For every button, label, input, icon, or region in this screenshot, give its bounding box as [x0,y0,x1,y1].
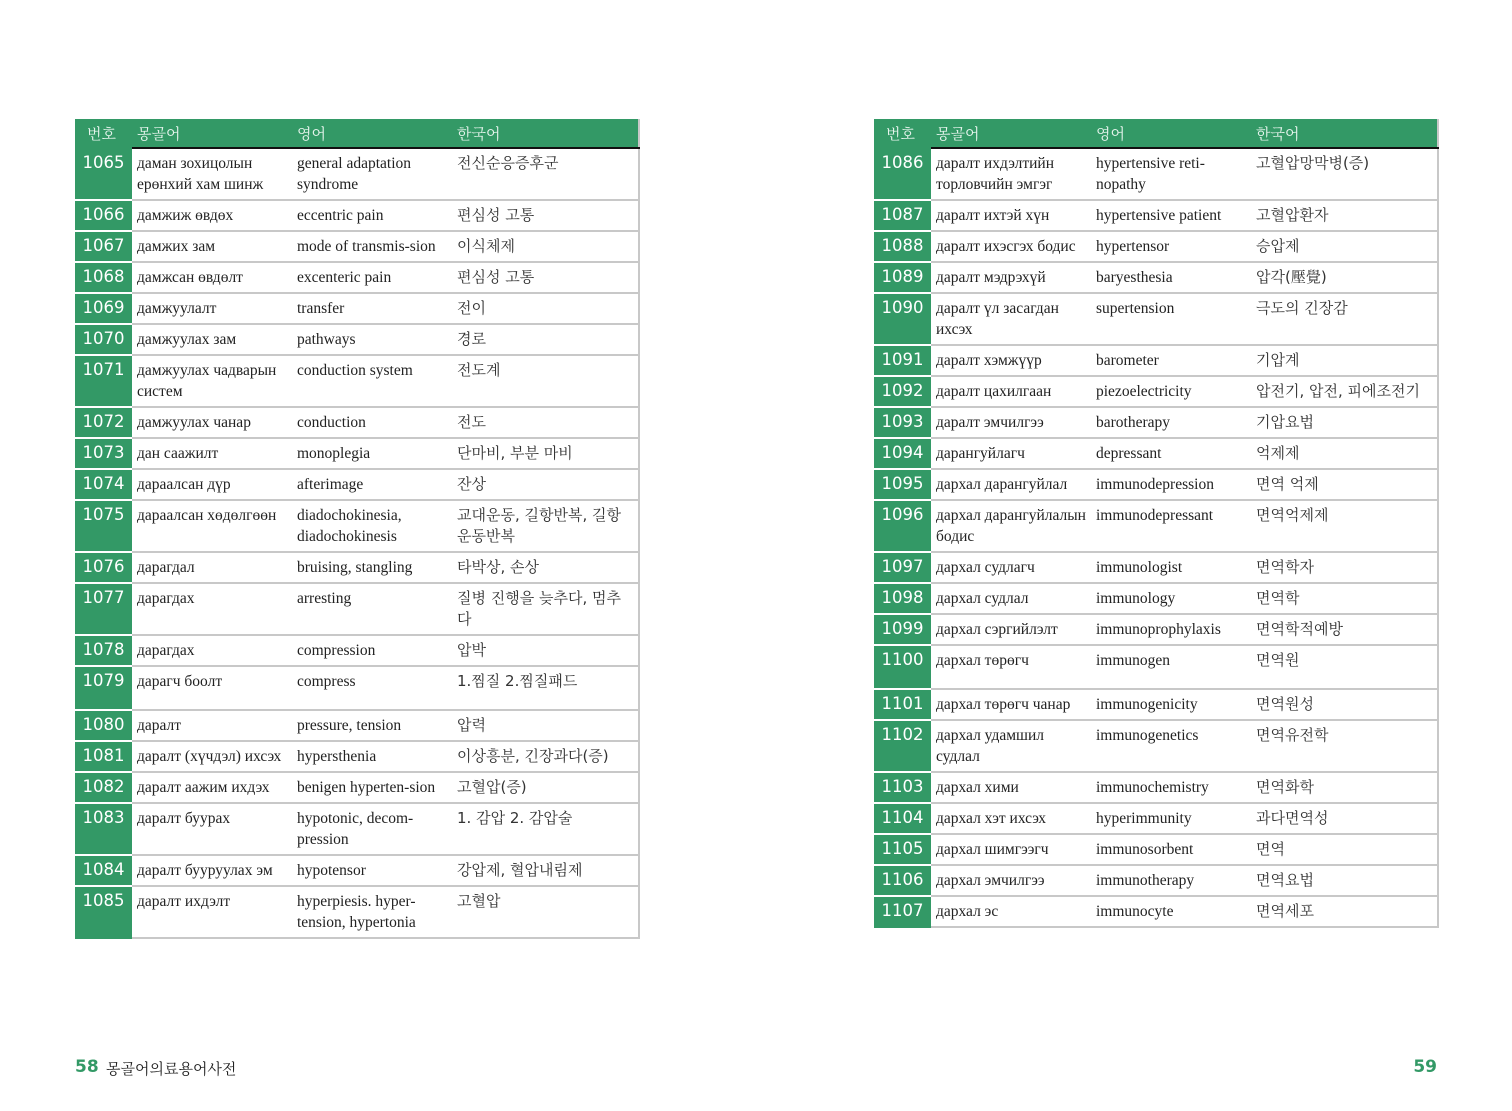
mongolian-term: дарангуйлагч [931,438,1091,469]
term-number: 1084 [75,855,132,886]
english-term: hypertensor [1091,231,1251,262]
mongolian-term: даралт мэдрэхүй [931,262,1091,293]
korean-term: 압박 [452,635,639,666]
mongolian-term: даман зохицолын ерөнхий хам шинж [132,148,292,200]
korean-term: 면역원성 [1251,689,1438,720]
table-header [874,119,1438,148]
mongolian-term: дархал эс [931,896,1091,927]
mongolian-term: дараалсан дүр [132,469,292,500]
table-row [874,614,1438,645]
korean-term: 압각(壓覺) [1251,262,1438,293]
korean-term: 승압제 [1251,231,1438,262]
table-row [75,710,639,741]
table-row [75,407,639,438]
korean-term: 고혈압 [452,886,639,938]
mongolian-term: дархал судлал [931,583,1091,614]
term-number: 1065 [75,148,132,200]
korean-term: 면역세포 [1251,896,1438,927]
term-number: 1092 [874,376,931,407]
mongolian-term: дан саажилт [132,438,292,469]
mongolian-term: даралт аажим ихдэх [132,772,292,803]
mongolian-term: даралт цахилгаан [931,376,1091,407]
english-term: transfer [292,293,452,324]
table-row [874,200,1438,231]
mongolian-term: дархал дарангуйлалын бодис [931,500,1091,552]
table-row [75,886,639,938]
korean-term: 1. 감압 2. 감압술 [452,803,639,855]
korean-term: 질병 진행을 늦추다, 멈추다 [452,583,639,635]
term-number: 1093 [874,407,931,438]
korean-term: 전도계 [452,355,639,407]
table-row [874,552,1438,583]
header-english: 영어 [292,119,452,148]
term-number: 1066 [75,200,132,231]
table-row [75,635,639,666]
term-number: 1079 [75,666,132,710]
english-term: hypersthenia [292,741,452,772]
mongolian-term: дамжуулах зам [132,324,292,355]
korean-term: 면역유전학 [1251,720,1438,772]
korean-term: 극도의 긴장감 [1251,293,1438,345]
term-number: 1101 [874,689,931,720]
english-term: immunogen [1091,645,1251,689]
table-row [874,865,1438,896]
korean-term: 압전기, 압전, 피에조전기 [1251,376,1438,407]
mongolian-term: даралт [132,710,292,741]
mongolian-term: дархал төрөгч [931,645,1091,689]
term-number: 1094 [874,438,931,469]
table-row [75,855,639,886]
korean-term: 면역억제제 [1251,500,1438,552]
korean-term: 고혈압(증) [452,772,639,803]
korean-term: 과다면역성 [1251,803,1438,834]
header-mongolian: 몽골어 [132,119,292,148]
table-row [75,324,639,355]
term-number: 1076 [75,552,132,583]
term-number: 1069 [75,293,132,324]
korean-term: 면역원 [1251,645,1438,689]
korean-term: 면역 [1251,834,1438,865]
english-term: immunology [1091,583,1251,614]
table-row [874,376,1438,407]
term-number: 1081 [75,741,132,772]
table-row [874,231,1438,262]
english-term: hypertensive reti-nopathy [1091,148,1251,200]
table-row [75,803,639,855]
korean-term: 1.찜질 2.찜질패드 [452,666,639,710]
korean-term: 기압계 [1251,345,1438,376]
term-number: 1085 [75,886,132,938]
mongolian-term: дархал шимгээгч [931,834,1091,865]
table-row [874,689,1438,720]
korean-term: 고혈압환자 [1251,200,1438,231]
korean-term: 강압제, 혈압내림제 [452,855,639,886]
term-number: 1102 [874,720,931,772]
english-term: arresting [292,583,452,635]
table-row [75,552,639,583]
mongolian-term: даралт ихдэлтийн торловчийн эмгэг [931,148,1091,200]
english-term: immunodepressant [1091,500,1251,552]
english-term: excenteric pain [292,262,452,293]
english-term: conduction system [292,355,452,407]
mongolian-term: даралт буурах [132,803,292,855]
english-term: conduction [292,407,452,438]
term-number: 1078 [75,635,132,666]
term-table-right [874,119,1439,928]
table-row [874,148,1438,200]
english-term: supertension [1091,293,1251,345]
table-row [874,293,1438,345]
term-number: 1068 [75,262,132,293]
korean-term: 전신순응증후군 [452,148,639,200]
table-row [75,500,639,552]
english-term: barometer [1091,345,1251,376]
mongolian-term: дамжуулах чадварын систем [132,355,292,407]
korean-term: 편심성 고통 [452,262,639,293]
mongolian-term: дархал хэт ихсэх [931,803,1091,834]
english-term: hypotensor [292,855,452,886]
english-term: hypertensive patient [1091,200,1251,231]
korean-term: 잔상 [452,469,639,500]
table-row [75,262,639,293]
english-term: immunologist [1091,552,1251,583]
english-term: monoplegia [292,438,452,469]
mongolian-term: дархал судлагч [931,552,1091,583]
english-term: immunogenetics [1091,720,1251,772]
term-number: 1071 [75,355,132,407]
mongolian-term: дарагдал [132,552,292,583]
table-row [75,666,639,710]
term-number: 1095 [874,469,931,500]
table-row [75,583,639,635]
left-page-number: 58 [75,1057,99,1077]
term-number: 1073 [75,438,132,469]
korean-term: 교대운동, 길항반복, 길항운동반복 [452,500,639,552]
english-term: depressant [1091,438,1251,469]
term-number: 1100 [874,645,931,689]
term-number: 1083 [75,803,132,855]
table-row [75,741,639,772]
mongolian-term: дархал хими [931,772,1091,803]
english-term: immunogenicity [1091,689,1251,720]
book-title: 몽골어의료용어사전 [106,1060,237,1078]
term-number: 1077 [75,583,132,635]
korean-term: 압력 [452,710,639,741]
table-row [75,231,639,262]
mongolian-term: даралт ихтэй хүн [931,200,1091,231]
term-number: 1087 [874,200,931,231]
korean-term: 이상흥분, 긴장과다(증) [452,741,639,772]
term-number: 1080 [75,710,132,741]
mongolian-term: даралт ихдэлт [132,886,292,938]
mongolian-term: даралт үл засагдан ихсэх [931,293,1091,345]
term-number: 1075 [75,500,132,552]
table-row [874,583,1438,614]
mongolian-term: дарагдах [132,635,292,666]
term-number: 1090 [874,293,931,345]
term-number: 1103 [874,772,931,803]
term-number: 1088 [874,231,931,262]
mongolian-term: даралт ихэсгэх бодис [931,231,1091,262]
mongolian-term: дамжуулалт [132,293,292,324]
header-korean: 한국어 [1251,119,1438,148]
term-number: 1107 [874,896,931,927]
english-term: immunochemistry [1091,772,1251,803]
korean-term: 단마비, 부분 마비 [452,438,639,469]
mongolian-term: даралт хэмжүүр [931,345,1091,376]
table-row [874,834,1438,865]
table-row [874,469,1438,500]
mongolian-term: дарагдах [132,583,292,635]
table-row [75,438,639,469]
term-number: 1091 [874,345,931,376]
table-row [75,148,639,200]
term-number: 1097 [874,552,931,583]
table-row [874,896,1438,927]
english-term: immunoprophylaxis [1091,614,1251,645]
english-term: hypotonic, decom-pression [292,803,452,855]
english-term: hyperimmunity [1091,803,1251,834]
header-mongolian: 몽골어 [931,119,1091,148]
header-number: 번호 [75,119,132,148]
table-row [874,438,1438,469]
table-row [874,262,1438,293]
korean-term: 면역화학 [1251,772,1438,803]
mongolian-term: дархал төрөгч чанар [931,689,1091,720]
table-header [75,119,639,148]
english-term: immunodepression [1091,469,1251,500]
mongolian-term: дархал эмчилгээ [931,865,1091,896]
english-term: mode of transmis-sion [292,231,452,262]
term-number: 1089 [874,262,931,293]
english-term: hyperpiesis. hyper-tension, hypertonia [292,886,452,938]
korean-term: 경로 [452,324,639,355]
korean-term: 면역요법 [1251,865,1438,896]
mongolian-term: даралт эмчилгээ [931,407,1091,438]
header-korean: 한국어 [452,119,639,148]
mongolian-term: дамжих зам [132,231,292,262]
english-term: baryesthesia [1091,262,1251,293]
korean-term: 타박상, 손상 [452,552,639,583]
table-row [75,355,639,407]
english-term: pressure, tension [292,710,452,741]
term-table-left [75,119,640,939]
english-term: diadochokinesia, diadochokinesis [292,500,452,552]
table-row [75,293,639,324]
table-row [874,645,1438,689]
korean-term: 고혈압망막병(증) [1251,148,1438,200]
mongolian-term: дархал удамшил судлал [931,720,1091,772]
table-row [874,500,1438,552]
mongolian-term: даралт бууруулах эм [132,855,292,886]
term-number: 1099 [874,614,931,645]
mongolian-term: дархал дарангуйлал [931,469,1091,500]
table-row [874,345,1438,376]
mongolian-term: дамжиж өвдөх [132,200,292,231]
mongolian-term: дамжуулах чанар [132,407,292,438]
term-number: 1082 [75,772,132,803]
english-term: piezoelectricity [1091,376,1251,407]
korean-term: 면역학자 [1251,552,1438,583]
korean-term: 억제제 [1251,438,1438,469]
term-number: 1096 [874,500,931,552]
english-term: compress [292,666,452,710]
term-number: 1074 [75,469,132,500]
term-number: 1086 [874,148,931,200]
korean-term: 면역학 [1251,583,1438,614]
korean-term: 전도 [452,407,639,438]
term-number: 1098 [874,583,931,614]
korean-term: 전이 [452,293,639,324]
english-term: benigen hyperten-sion [292,772,452,803]
mongolian-term: даралт (хүчдэл) ихсэх [132,741,292,772]
table-row [75,469,639,500]
korean-term: 편심성 고통 [452,200,639,231]
table-row [874,772,1438,803]
english-term: compression [292,635,452,666]
english-term: bruising, stangling [292,552,452,583]
table-row [75,200,639,231]
table-row [75,772,639,803]
right-page-number: 59 [1413,1057,1437,1077]
english-term: barotherapy [1091,407,1251,438]
table-row [874,720,1438,772]
korean-term: 면역 억제 [1251,469,1438,500]
korean-term: 면역학적예방 [1251,614,1438,645]
mongolian-term: дарагч боолт [132,666,292,710]
table-row [874,803,1438,834]
korean-term: 이식체제 [452,231,639,262]
english-term: pathways [292,324,452,355]
term-number: 1070 [75,324,132,355]
term-number: 1104 [874,803,931,834]
english-term: immunosorbent [1091,834,1251,865]
term-number: 1072 [75,407,132,438]
english-term: immunotherapy [1091,865,1251,896]
term-number: 1067 [75,231,132,262]
english-term: eccentric pain [292,200,452,231]
mongolian-term: дамжсан өвдөлт [132,262,292,293]
mongolian-term: дараалсан хөдөлгөөн [132,500,292,552]
korean-term: 기압요법 [1251,407,1438,438]
term-number: 1105 [874,834,931,865]
english-term: afterimage [292,469,452,500]
mongolian-term: дархал сэргийлэлт [931,614,1091,645]
table-row [874,407,1438,438]
header-number: 번호 [874,119,931,148]
english-term: immunocyte [1091,896,1251,927]
header-english: 영어 [1091,119,1251,148]
term-number: 1106 [874,865,931,896]
english-term: general adaptation syndrome [292,148,452,200]
